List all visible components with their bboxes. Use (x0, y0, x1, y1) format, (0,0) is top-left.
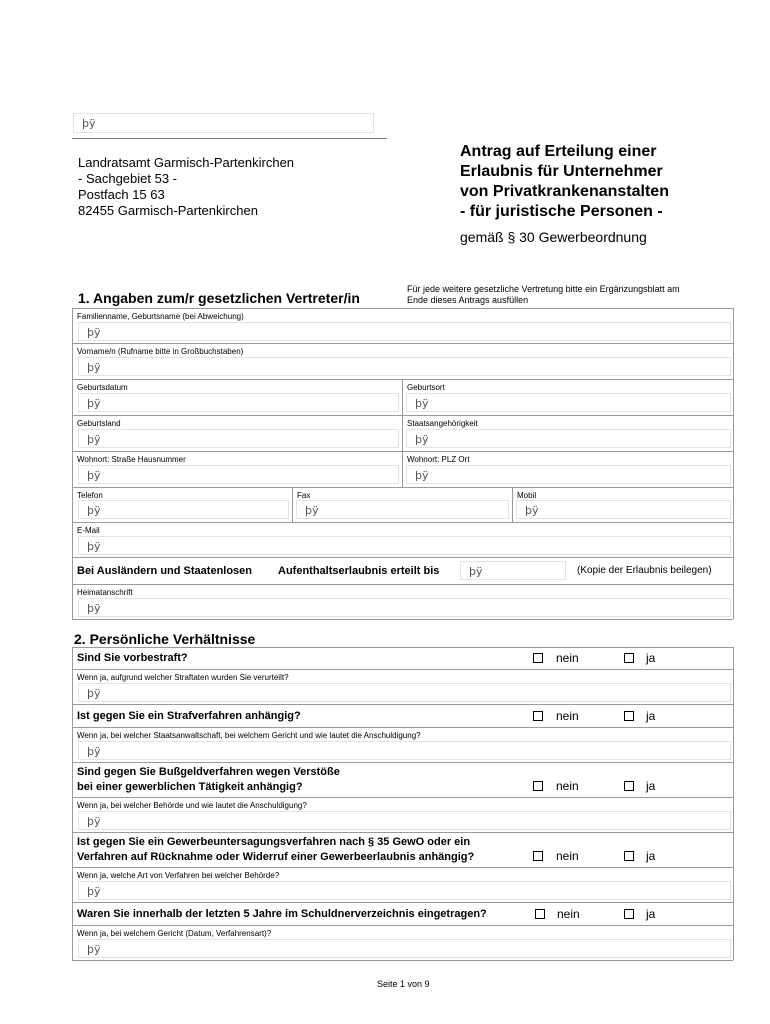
telefon-label: Telefon (77, 491, 103, 500)
question-vorbestraft: Sind Sie vorbestraft? (77, 652, 188, 664)
q2-sub-label: Wenn ja, bei welcher Staatsanwaltschaft, bei welchem Gericht und wie lautet die Anschuldigung? (77, 731, 421, 740)
geburtsdatum-field[interactable]: þÿ (78, 393, 399, 412)
nein-checkbox[interactable] (533, 711, 543, 721)
q1-field[interactable]: þÿ (78, 683, 731, 702)
wohnort-plz-label: Wohnort: PLZ Ort (407, 455, 470, 464)
nein-checkbox[interactable] (533, 851, 543, 861)
kopie-label: (Kopie der Erlaubnis beilegen) (577, 565, 712, 576)
address-line: Landratsamt Garmisch-Partenkirchen (78, 155, 295, 170)
divider (72, 584, 733, 585)
col-divider (292, 487, 293, 522)
address-line: 82455 Garmisch-Partenkirchen (78, 203, 258, 218)
vorname-label: Vorname/n (Rufname bitte in Großbuchstaben) (77, 347, 244, 356)
ja-checkbox[interactable] (624, 653, 634, 663)
geburtsland-field[interactable]: þÿ (78, 429, 399, 448)
email-field[interactable]: þÿ (78, 536, 731, 555)
section1-note (407, 284, 680, 306)
divider (72, 704, 733, 705)
q4-line: Ist gegen Sie ein Gewerbeuntersagungsverfahren nach § 35 GewO oder ein (77, 836, 471, 848)
nein-checkbox[interactable] (533, 781, 543, 791)
q4-line: Verfahren auf Rücknahme oder Widerruf einer Gewerbeerlaubnis anhängig? (77, 851, 475, 863)
geburtsort-label: Geburtsort (407, 383, 445, 392)
divider (72, 832, 733, 833)
address-line: - Sachgebiet 53 - (78, 171, 178, 186)
staatsangehoerigkeit-label: Staatsangehörigkeit (407, 419, 478, 428)
email-label: E-Mail (77, 526, 100, 535)
ja-checkbox[interactable] (624, 851, 634, 861)
divider (72, 762, 733, 763)
address-block (78, 155, 294, 219)
nein-checkbox[interactable] (533, 653, 543, 663)
q5-field[interactable]: þÿ (78, 939, 731, 958)
divider (72, 557, 733, 558)
ja-label: ja (646, 709, 656, 723)
title-line: Antrag auf Erteilung einer (460, 143, 657, 160)
divider (72, 487, 733, 488)
staatsangehoerigkeit-field[interactable]: þÿ (406, 429, 731, 448)
title-line: von Privatkrankenanstalten (460, 183, 669, 200)
q3-sub-label: Wenn ja, bei welcher Behörde und wie lautet die Anschuldigung? (77, 801, 307, 810)
title-line: - für juristische Personen - (460, 203, 663, 220)
frame-left (72, 308, 73, 619)
aufenthalt-label: Aufenthaltserlaubnis erteilt bis (278, 565, 440, 577)
ja-checkbox[interactable] (624, 711, 634, 721)
ja-label: ja (646, 849, 656, 863)
wohnort-strasse-label: Wohnort: Straße Hausnummer (77, 455, 186, 464)
geburtsdatum-label: Geburtsdatum (77, 383, 128, 392)
frame-right (733, 647, 734, 960)
ja-checkbox[interactable] (624, 781, 634, 791)
ja-label: ja (646, 779, 656, 793)
familienname-label: Familienname, Geburtsname (bei Abweichung) (77, 312, 244, 321)
nein-label: nein (556, 651, 579, 665)
fax-field[interactable]: þÿ (296, 500, 509, 519)
nein-label: nein (556, 779, 579, 793)
familienname-field[interactable]: þÿ (78, 322, 731, 341)
frame-right (733, 308, 734, 619)
geburtsort-field[interactable]: þÿ (406, 393, 731, 412)
vorname-field[interactable]: þÿ (78, 357, 731, 376)
frame-left (72, 647, 73, 960)
fax-label: Fax (297, 491, 311, 500)
divider (72, 343, 733, 344)
divider (72, 960, 733, 961)
divider (72, 867, 733, 868)
heimatanschrift-field[interactable]: þÿ (78, 598, 731, 617)
telefon-field[interactable]: þÿ (78, 500, 289, 519)
geburtsland-label: Geburtsland (77, 419, 121, 428)
section2-heading: 2. Persönliche Verhältnisse (74, 631, 256, 647)
divider (72, 647, 733, 648)
divider (72, 669, 733, 670)
question-gewerbeuntersagung (77, 835, 474, 865)
question-bussgeldverfahren (77, 765, 340, 795)
q4-field[interactable]: þÿ (78, 881, 731, 900)
title-line: Erlaubnis für Unternehmer (460, 163, 663, 180)
q2-field[interactable]: þÿ (78, 741, 731, 760)
q5-sub-label: Wenn ja, bei welchem Gericht (Datum, Verfahrensart)? (77, 929, 272, 938)
q3-line: bei einer gewerblichen Tätigkeit anhängig? (77, 781, 303, 793)
page-number: Seite 1 von 9 (377, 979, 430, 989)
divider (72, 619, 733, 620)
col-divider (402, 379, 403, 487)
aufenthalt-field[interactable]: þÿ (460, 561, 566, 580)
header-rule (72, 138, 387, 139)
q4-sub-label: Wenn ja, welche Art von Verfahren bei welcher Behörde? (77, 871, 280, 880)
address-line: Postfach 15 63 (78, 187, 165, 202)
auslaender-label: Bei Ausländern und Staatenlosen (77, 565, 253, 577)
page-subtitle: gemäß § 30 Gewerbeordnung (460, 229, 647, 245)
divider (72, 797, 733, 798)
wohnort-strasse-field[interactable]: þÿ (78, 465, 399, 484)
mobil-label: Mobil (517, 491, 537, 500)
q3-field[interactable]: þÿ (78, 811, 731, 830)
mobil-field[interactable]: þÿ (516, 500, 731, 519)
ja-label: ja (646, 651, 656, 665)
divider (72, 522, 733, 523)
ja-label: ja (646, 907, 656, 921)
col-divider (512, 487, 513, 522)
divider (72, 308, 733, 309)
section1-heading: 1. Angaben zum/r gesetzlichen Vertreter/in (78, 290, 360, 306)
top-field[interactable]: þÿ (73, 113, 374, 133)
nein-checkbox[interactable] (535, 909, 545, 919)
note-line: Für jede weitere gesetzliche Vertretung bitte ein Ergänzungsblatt am (407, 284, 680, 294)
nein-label: nein (556, 709, 579, 723)
nein-label: nein (557, 907, 580, 921)
question-schuldnerverzeichnis: Waren Sie innerhalb der letzten 5 Jahre im Schuldnerverzeichnis eingetragen? (77, 908, 487, 920)
nein-label: nein (556, 849, 579, 863)
divider (72, 902, 733, 903)
page-title (460, 142, 669, 222)
note-line: Ende dieses Antrags ausfüllen (407, 295, 529, 305)
divider (72, 925, 733, 926)
q3-line: Sind gegen Sie Bußgeldverfahren wegen Verstöße (77, 766, 340, 778)
divider (72, 727, 733, 728)
heimatanschrift-label: Heimatanschrift (77, 588, 133, 597)
question-strafverfahren: Ist gegen Sie ein Strafverfahren anhängig? (77, 710, 301, 722)
wohnort-plz-field[interactable]: þÿ (406, 465, 731, 484)
q1-sub-label: Wenn ja, aufgrund welcher Straftaten wurden Sie verurteilt? (77, 673, 289, 682)
ja-checkbox[interactable] (624, 909, 634, 919)
